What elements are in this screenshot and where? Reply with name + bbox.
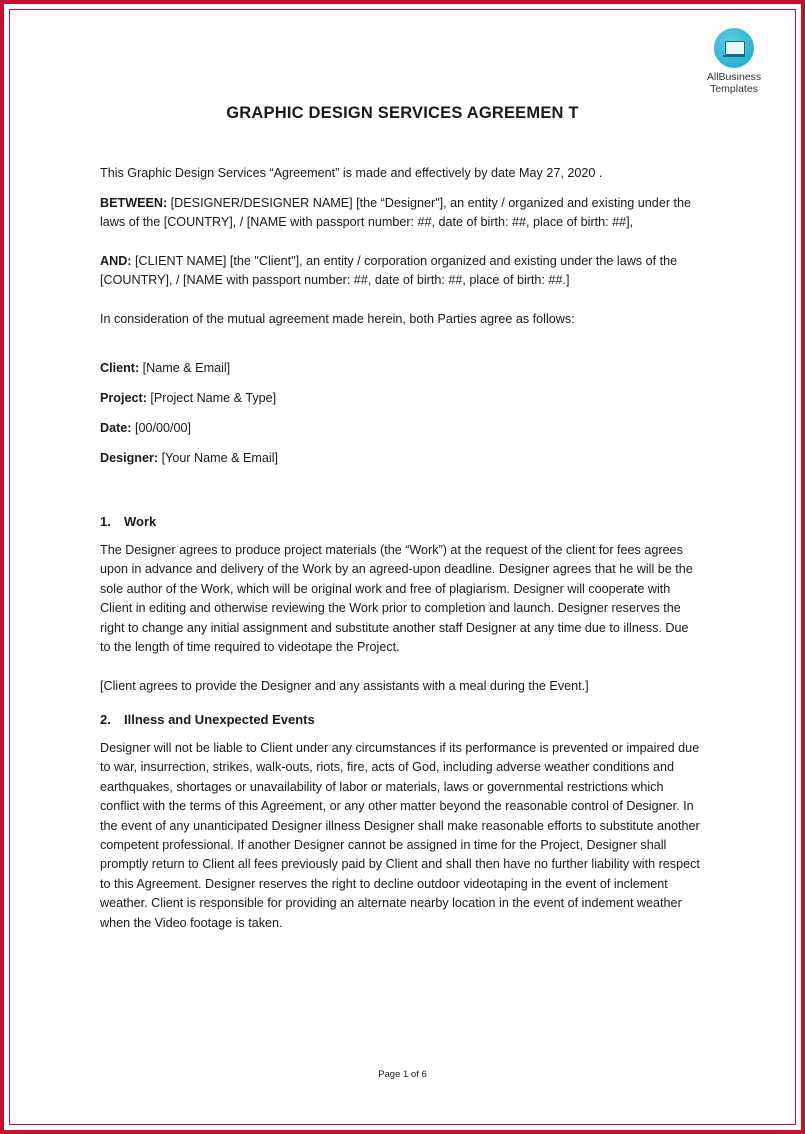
- field-value: [00/00/00]: [131, 421, 192, 435]
- field-value: [Project Name & Type]: [146, 391, 277, 405]
- section-2-heading: [100, 712, 315, 727]
- logo: [696, 28, 772, 100]
- field-label: Designer:: [100, 451, 159, 465]
- logo-text: [696, 71, 772, 95]
- page-number: Page 1 of 6: [378, 1069, 427, 1080]
- section-2-body: Designer will not be liable to Client under any circumstances if its performance is prevented or impaired due to war, insurrection, strikes, walk-outs, riots, fire, acts of God, including adverse weather conditions and earthquakes, shortages or unavailability of labor or materials, laws or governmental restrictions which conflict with the terms of this Agreement, or any other matter beyond the reasonable control of Designer. In the event of any unanticipated Designer illness Designer shall make reasonable efforts to substitute another competent professional. If another Designer cannot be assigned in time for the Project, Designer shall promptly return to Client all fees previously paid by Client and shall then have no further liability with respect to this Agreement. Designer reserves the right to decline outdoor videotaping in the event of inclement weather. Client is responsible for providing an alternate nearby location in the event of indement weather when the Video footage is taken.: [100, 741, 700, 930]
- section-1-body: The Designer agrees to produce project materials (the “Work”) at the request of the client for fees agrees upon in advance and delivery of the Work by an agreed-upon deadline. Designer agrees that he will be the sole author of the Work, which will be original work and free of plagiarism. Designer will cooperate with Client in editing and otherwise reviewing the Work prior to completion and launch. Designer reserves the right to change any initial assignment and substitute another staff Designer at any time due to illness. Due to the length of time required to videotape the Project.: [100, 543, 693, 655]
- field-designer: [100, 449, 702, 468]
- field-label: Client:: [100, 361, 140, 375]
- consideration-paragraph: In consideration of the mutual agreement made herein, both Parties agree as follows:: [100, 312, 575, 326]
- logo-line-2: Templates: [710, 83, 758, 95]
- document-title: GRAPHIC DESIGN SERVICES AGREEMEN T: [226, 104, 579, 122]
- field-value: [Your Name & Email]: [158, 451, 279, 465]
- field-value: [Name & Email]: [139, 361, 231, 375]
- section-title: Illness and Unexpected Events: [124, 712, 315, 727]
- between-paragraph: [100, 194, 702, 233]
- and-label: AND:: [100, 254, 132, 268]
- section-title: Work: [124, 514, 157, 529]
- field-project: [100, 389, 702, 408]
- section-1-note: [Client agrees to provide the Designer and any assistants with a meal during the Event.]: [100, 679, 589, 693]
- field-label: Project:: [100, 391, 147, 405]
- between-text: [DESIGNER/DESIGNER NAME] [the “Designer"], an entity / organized and existing under the laws of the [COUNTRY], / [NAME with passport number: ##, date of birth: ##, place of birth: ##],: [100, 196, 692, 230]
- field-label: Date:: [100, 421, 132, 435]
- intro-paragraph: This Graphic Design Services “Agreement” is made and effectively by date May 27, 2020 .: [100, 166, 603, 180]
- field-date: [100, 419, 702, 438]
- and-paragraph: [100, 252, 702, 291]
- between-label: BETWEEN:: [100, 196, 168, 210]
- laptop-icon: [714, 28, 754, 68]
- logo-line-1: AllBusiness: [706, 71, 762, 83]
- section-1-heading: [100, 514, 156, 529]
- field-client: [100, 359, 702, 378]
- section-number: 1.: [100, 514, 111, 529]
- and-text: [CLIENT NAME] [the "Client"], an entity / corporation organized and existing under the laws of the [COUNTRY], / [NAME with passport number: ##, date of birth: ##, place of birth: ##.]: [100, 254, 678, 288]
- section-number: 2.: [100, 712, 111, 727]
